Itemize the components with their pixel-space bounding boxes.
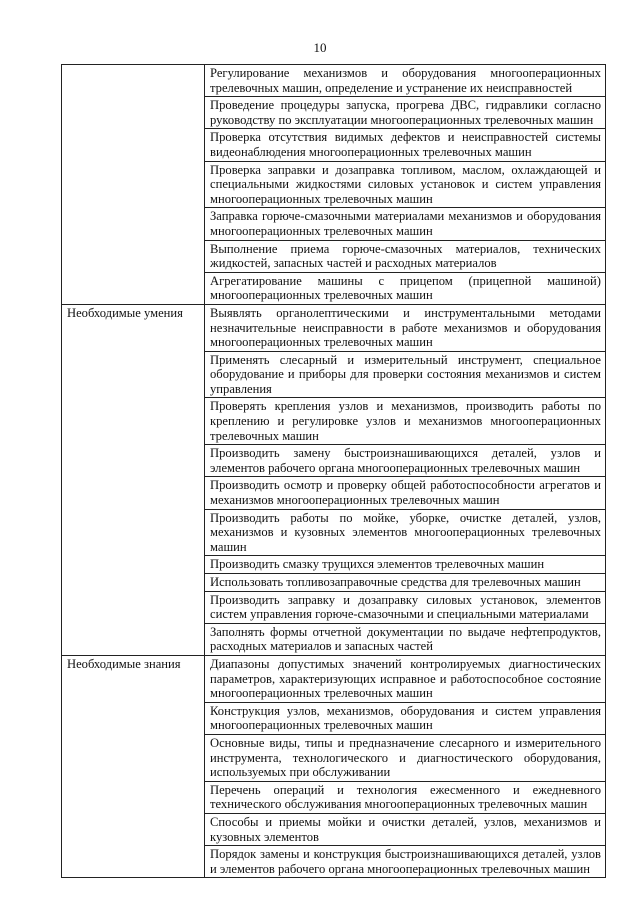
requirement-item: Регулирование механизмов и оборудования многооперационных трелевочных машин, определение и устранение их неисправностей — [205, 65, 606, 97]
requirement-item: Использовать топливозаправочные средства для трелевочных машин — [205, 574, 606, 592]
requirement-item: Агрегатирование машины с прицепом (прицепной машиной) многооперационных трелевочных машин — [205, 272, 606, 304]
requirement-item: Способы и приемы мойки и очистки деталей, узлов, механизмов и кузовных элементов — [205, 813, 606, 845]
requirement-item: Применять слесарный и измерительный инструмент, специальное оборудование и приборы для проверки состояния механизмов и систем управления — [205, 351, 606, 398]
requirement-item: Проверка заправки и дозаправка топливом, маслом, охлаждающей и специальными жидкостями силовых установок и систем управления многооперационных трелевочных машин — [205, 161, 606, 208]
requirement-item: Производить работы по мойке, уборке, очистке деталей, узлов, механизмов и кузовных элементов многооперационных трелевочных машин — [205, 509, 606, 556]
table-row — [62, 304, 606, 351]
section-label: Необходимые знания — [62, 655, 205, 877]
requirement-item: Проверка отсутствия видимых дефектов и неисправностей системы видеонаблюдения многооперационных трелевочных машин — [205, 129, 606, 161]
table-body — [62, 65, 606, 878]
requirement-item: Заполнять формы отчетной документации по выдаче нефтепродуктов, расходных материалов и запасных частей — [205, 623, 606, 655]
requirement-item: Выполнение приема горюче-смазочных материалов, технических жидкостей, запасных частей и расходных материалов — [205, 240, 606, 272]
requirement-item: Основные виды, типы и предназначение слесарного и измерительного инструмента, технологического и диагностического оборудования, используемых при обслуживании — [205, 734, 606, 781]
requirement-item: Проведение процедуры запуска, прогрева ДВС, гидравлики согласно руководству по эксплуатации многооперационных трелевочных машин — [205, 97, 606, 129]
requirement-item: Конструкция узлов, механизмов, оборудования и систем управления многооперационных трелевочных машин — [205, 702, 606, 734]
requirement-item: Перечень операций и технология ежесменного и ежедневного технического обслуживания многооперационных трелевочных машин — [205, 781, 606, 813]
requirement-item: Диапазоны допустимых значений контролируемых диагностических параметров, характеризующих исправное и работоспособное состояние многооперационных трелевочных машин — [205, 655, 606, 702]
requirement-item: Выявлять органолептическими и инструментальными методами незначительные неисправности в работе механизмов и оборудования многооперационных трелевочных машин — [205, 304, 606, 351]
requirement-item: Производить заправку и дозаправку силовых установок, элементов систем управления горюче-смазочными и специальными материалами — [205, 591, 606, 623]
table-row — [62, 655, 606, 702]
requirement-item: Производить смазку трущихся элементов трелевочных машин — [205, 556, 606, 574]
page-number: 10 — [313, 40, 327, 55]
requirement-item: Производить осмотр и проверку общей работоспособности агрегатов и механизмов многооперационных трелевочных машин — [205, 477, 606, 509]
requirement-item: Порядок замены и конструкция быстроизнашивающихся деталей, узлов и элементов рабочего органа многооперационных трелевочных машин — [205, 846, 606, 878]
requirements-table — [61, 64, 606, 878]
requirement-item: Производить замену быстроизнашивающихся деталей, узлов и элементов рабочего органа многооперационных трелевочных машин — [205, 445, 606, 477]
section-label — [62, 65, 205, 305]
section-label: Необходимые умения — [62, 304, 205, 655]
requirement-item: Заправка горюче-смазочными материалами механизмов и оборудования многооперационных трелевочных машин — [205, 208, 606, 240]
requirement-item: Проверять крепления узлов и механизмов, производить работы по креплению и регулировке узлов и механизмов многооперационных трелевочных машин — [205, 398, 606, 445]
table-row — [62, 65, 606, 97]
